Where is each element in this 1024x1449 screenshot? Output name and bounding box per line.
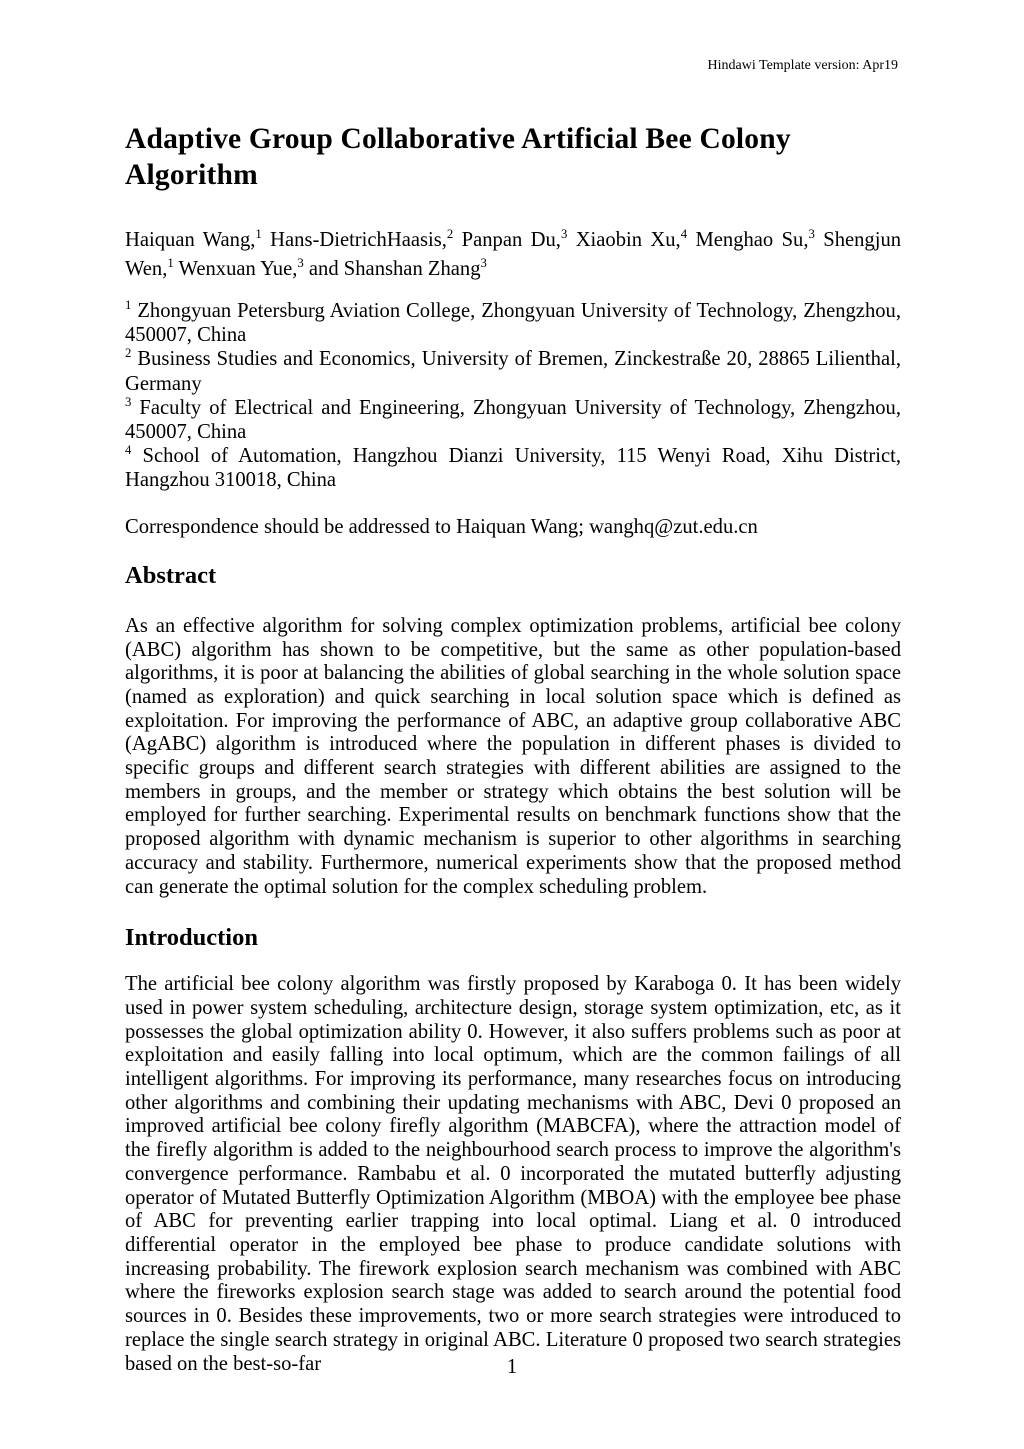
author-name: Menghao Su,: [695, 229, 809, 251]
author-affiliation-ref: 1: [255, 227, 262, 242]
affiliation-entry: $^1$ Zhongyuan Petersburg Aviation College, Zhongyuan University of Technology, Zhengzhou, 450007, China: [125, 298, 901, 347]
affiliation-number: 2: [125, 346, 132, 361]
correspondence-line: Correspondence should be addressed to Haiquan Wang; wanghq@zut.edu.cn: [125, 515, 758, 538]
affiliation-entry: $^3$ Faculty of Electrical and Engineering, Zhongyuan University of Technology, Zhengzhou, 450007, China: [125, 394, 901, 444]
author-name: Wenxuan Yue,: [178, 257, 298, 280]
article-title: Adaptive Group Collaborative Artificial Bee Colony Algorithm: [125, 123, 791, 191]
template-version-note: Hindawi Template version: Apr19: [707, 58, 898, 73]
author-affiliation-ref: 3: [480, 255, 487, 270]
author-name: Hans-DietrichHaasis,: [270, 229, 447, 251]
introduction-heading: Introduction: [125, 924, 258, 952]
affiliation-entry: $^2$ Business Studies and Economics, University of Bremen, Zinckestraße 20, 28865 Lilienthal, Germany: [125, 346, 901, 395]
author-name: Shengjun Wen,: [125, 229, 902, 280]
affiliation-number: 4: [125, 443, 132, 458]
author-affiliation-ref: 2: [446, 227, 454, 242]
author-affiliation-ref: 4: [680, 227, 688, 242]
abstract-paragraph: As an effective algorithm for solving complex optimization problems, artificial bee colony (ABC) algorithm has shown to be competitive, but the same as other population-based algorithms, it is poor at balancing the abilities of global searching in the whole solution space (named as exploration) and quick searching in local solution space which is defined as exploitation. For improving the performance of ABC, an adaptive group collaborative ABC (AgABC) algorithm is introduced where the population in different phases is divided to specific groups and different search strategies with different abilities are assigned to the members in groups, and the member or strategy which obtains the best solution will be employed for further searching. Experimental results on benchmark functions show that the proposed algorithm with dynamic mechanism is superior to other algorithms in searching accuracy and stability. Furthermore, numerical experiments show that the proposed method can generate the optimal solution for the complex scheduling problem.: [125, 614, 901, 898]
author-affiliation-ref: 3: [808, 227, 815, 242]
author-affiliation-ref: 3: [297, 255, 304, 270]
introduction-paragraph: The artificial bee colony algorithm was firstly proposed by Karaboga 0. It has been widely used in power system scheduling, architecture design, storage system optimization, etc, as it possesses the global optimization ability 0. However, it also suffers problems such as poor at exploitation and easily falling into local optimum, which are the common failings of all intelligent algorithms. For improving its performance, many researches focus on introducing other algorithms and combining their updating mechanisms with ABC, Devi 0 proposed an improved artificial bee colony firefly algorithm (MABCFA), where the attraction model of the firefly algorithm is added to the neighbourhood search process to improve the algorithm's convergence performance. Rambabu et al. 0 incorporated the mutated butterfly adjusting operator of Mutated Butterfly Optimization Algorithm (MBOA) with the employee bee phase of ABC for preventing earlier trapping into local optimal. Liang et al. 0 introduced differential operator in the employed bee phase to produce candidate solutions with increasing probability. The firework explosion search mechanism was combined with ABC where the fireworks explosion search stage was added to search around the potential food sources in 0. Besides these improvements, two or more search strategies were introduced to replace the single search strategy in original ABC. Literature 0 proposed two search strategies based on the best-so-far: [125, 973, 901, 1375]
author-name: Panpan Du,: [461, 229, 561, 251]
page-number: 1: [506, 1356, 518, 1378]
author-name: and Shanshan Zhang: [308, 257, 481, 280]
author-affiliation-ref: 1: [167, 255, 174, 270]
abstract-heading: Abstract: [125, 561, 217, 589]
affiliation-number: 1: [125, 298, 132, 313]
author-name: Xiaobin Xu,: [575, 229, 681, 251]
author-name: Haiquan Wang,: [125, 229, 256, 251]
author-affiliation-ref: 3: [560, 227, 568, 242]
affiliation-entry: $^4$ School of Automation, Hangzhou Dianzi University, 115 Wenyi Road, Xihu District, Hangzhou 310018, China: [125, 443, 901, 492]
author-list: [125, 193, 901, 283]
page-content: [125, 0, 901, 1376]
affiliation-list: [125, 283, 901, 493]
affiliation-number: 3: [125, 394, 132, 409]
